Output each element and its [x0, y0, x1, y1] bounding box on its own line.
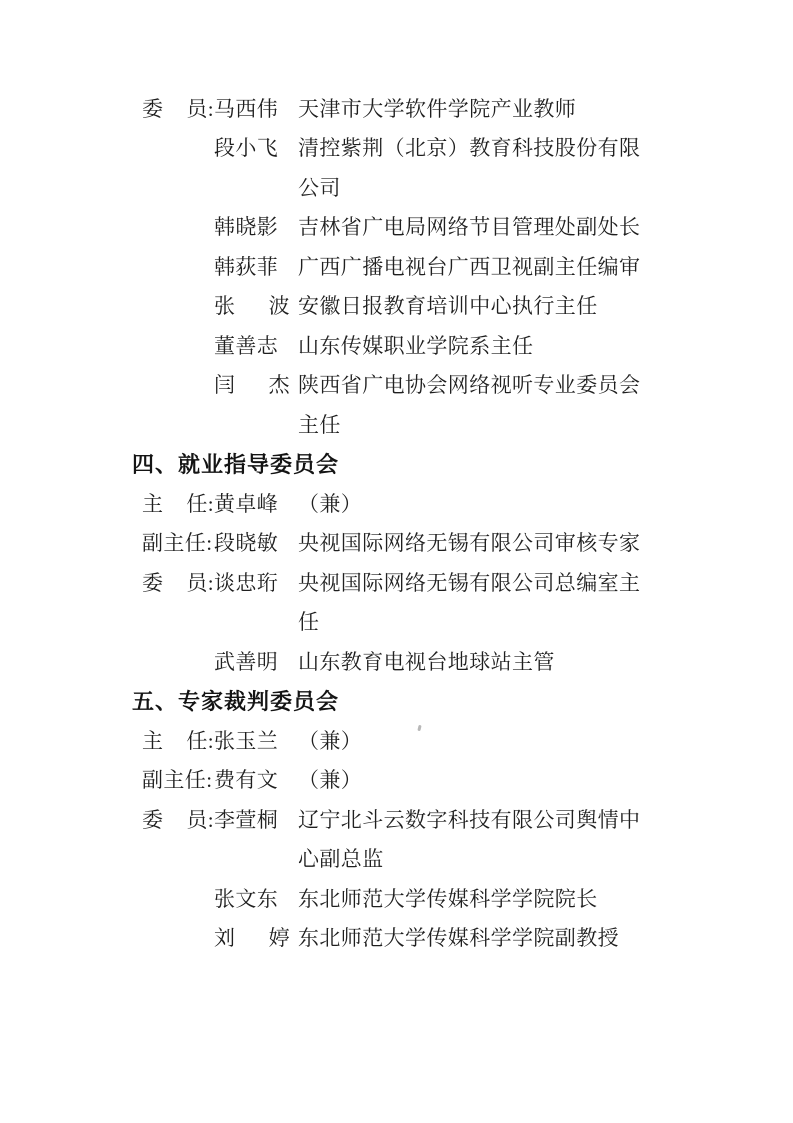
member-affiliation: 吉林省广电局网络节目管理处副处长	[298, 215, 641, 240]
member-name: 段小飞	[214, 136, 279, 161]
member-row	[142, 641, 793, 681]
member-affiliation: 清控紫荆（北京）教育科技股份有限	[298, 136, 641, 161]
role-label-part: 员:	[186, 96, 214, 121]
member-name: 张文东	[214, 886, 279, 911]
member-affiliation: 央视国际网络无锡有限公司审核专家	[298, 531, 641, 556]
member-affiliation: 安徽日报教育培训中心执行主任	[298, 294, 598, 319]
member-name: 马西伟	[214, 96, 279, 121]
member-name: 韩荻菲	[214, 254, 279, 279]
role-label-part: 副主任:	[142, 768, 213, 793]
member-affiliation: 东北师范大学传媒科学学院副教授	[298, 926, 619, 951]
member-note: （兼）	[298, 728, 363, 753]
role-label-part: 委	[142, 570, 164, 595]
wrapped-text-line	[142, 167, 793, 207]
affiliation-wrap: 主任	[298, 412, 341, 437]
affiliation-wrap: 任	[298, 610, 320, 635]
member-row	[142, 128, 793, 168]
member-row	[142, 918, 793, 958]
role-label-part: 委	[142, 807, 164, 832]
wrapped-text-line	[142, 602, 793, 642]
member-row	[142, 286, 793, 326]
member-note: （兼）	[298, 768, 363, 793]
member-name: 李萱桐	[214, 807, 279, 832]
member-name: 张玉兰	[214, 728, 279, 753]
member-affiliation: 陕西省广电协会网络视听专业委员会	[298, 373, 641, 398]
role-label-part: 员:	[186, 570, 214, 595]
member-note: （兼）	[298, 491, 363, 516]
role-label	[142, 93, 214, 123]
member-affiliation: 天津市大学软件学院产业教师	[298, 96, 577, 121]
affiliation-wrap: 公司	[298, 175, 341, 200]
member-name: 武善明	[214, 649, 279, 674]
member-name: 谈忠珩	[214, 570, 279, 595]
member-name: 刘婷	[214, 926, 290, 951]
member-affiliation: 山东传媒职业学院系主任	[298, 333, 534, 358]
member-row	[142, 325, 793, 365]
member-row	[142, 523, 793, 563]
member-name: 张波	[214, 294, 290, 319]
member-name: 段晓敏	[214, 531, 279, 556]
role-label-part: 主	[142, 491, 164, 516]
wrapped-text-line	[142, 839, 793, 879]
member-row	[142, 88, 793, 128]
role-label	[142, 527, 214, 557]
member-row	[142, 878, 793, 918]
member-name: 闫杰	[214, 373, 290, 398]
member-row	[142, 246, 793, 286]
section-heading-text: 五、专家裁判委员会	[132, 688, 340, 714]
role-label	[142, 804, 214, 834]
role-label	[142, 764, 214, 794]
member-affiliation: 广西广播电视台广西卫视副主任编审	[298, 254, 641, 279]
section-heading-text: 四、就业指导委员会	[132, 451, 340, 477]
member-name: 费有文	[214, 768, 279, 793]
role-label-part: 主	[142, 728, 164, 753]
section-heading	[132, 681, 793, 721]
role-label	[142, 567, 214, 597]
member-name: 韩晓影	[214, 215, 279, 240]
role-label-part: 委	[142, 96, 164, 121]
role-label	[142, 488, 214, 518]
role-label-part: 员:	[186, 807, 214, 832]
member-affiliation: 东北师范大学传媒科学学院院长	[298, 886, 598, 911]
member-affiliation: 山东教育电视台地球站主管	[298, 649, 555, 674]
role-label-part: 副主任:	[142, 531, 213, 556]
wrapped-text-line	[142, 404, 793, 444]
member-name: 黄卓峰	[214, 491, 279, 516]
member-affiliation: 央视国际网络无锡有限公司总编室主	[298, 570, 641, 595]
section-heading	[132, 444, 793, 484]
member-row	[142, 562, 793, 602]
member-row	[142, 799, 793, 839]
role-label	[142, 725, 214, 755]
role-label-part: 任:	[186, 728, 214, 753]
member-row	[142, 720, 793, 760]
member-name: 董善志	[214, 333, 279, 358]
member-row	[142, 483, 793, 523]
member-row	[142, 760, 793, 800]
affiliation-wrap: 心副总监	[298, 847, 384, 872]
role-label-part: 任:	[186, 491, 214, 516]
member-row	[142, 207, 793, 247]
member-row	[142, 365, 793, 405]
member-affiliation: 辽宁北斗云数字科技有限公司舆情中	[298, 807, 641, 832]
